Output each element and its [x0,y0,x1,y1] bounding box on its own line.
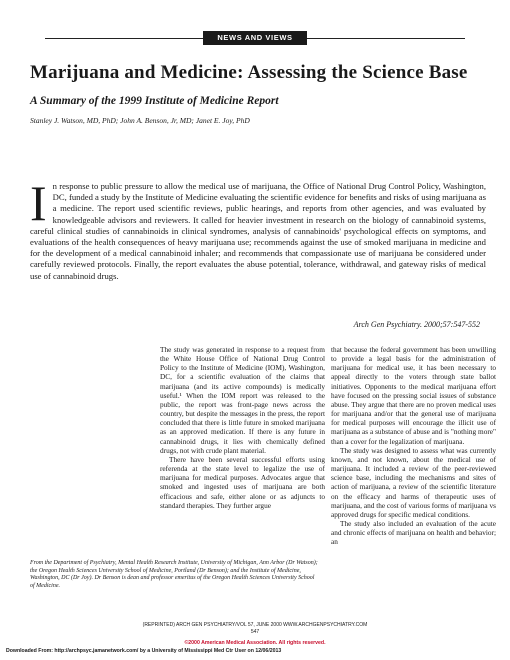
author-line: Stanley J. Watson, MD, PhD; John A. Benson, Jr, MD; Janet E. Joy, PhD [30,116,250,125]
citation: Arch Gen Psychiatry. 2000;57:547-552 [353,320,480,329]
paragraph: that because the federal government has been unwilling to provide a legal basis for the administration of marijuana for medical use, it has been necessary to appeal directly to the voters through state ballot initiatives. Opponents to the medical marijuana effort have focused on the pressing social issues of substance abuse. They argue that there are no proven medical uses for marijuana and/or that the general use of marijuana for medical purposes will encourage the illicit use of marijuana as a substance of abuse and is "nothing more" than a cover for the legalization of marijuana. [331,345,496,446]
journal-line: (REPRINTED) ARCH GEN PSYCHIATRY/VOL 57, JUNE 2000 WWW.ARCHGENPSYCHIATRY.COM [142,622,368,628]
section-label: NEWS AND VIEWS [203,31,307,45]
paragraph: The study also included an evaluation of the acute and chronic effects of marijuana on health and behavior; an [331,518,496,547]
drop-cap: I [30,175,47,231]
copyright-notice: ©2000 American Medical Association. All rights reserved. [184,640,326,646]
body-column-right [331,345,496,546]
paragraph: The study was designed to assess what was currently known, and not known, about the medical use of marijuana. It included a review of the peer-reviewed science base, including the mechanisms and sites of action of marijuana, a review of the scientific literature on the efficacy and harms of therapeutic uses of marijuana, and the cost of various forms of marijuana vs approved drugs for specific medical conditions. [331,445,496,519]
download-notice: Downloaded From: http://archpsyc.jamanetwork.com/ by a University of Mississippi Med Ctr User on 12/06/2013 [6,648,282,654]
abstract-text: n response to public pressure to allow the medical use of marijuana, the Office of National Drug Control Policy, Washington, DC, funded a study by the Institute of Medicine evaluating the scientific evidence for benefits and risks of using marijuana as a medicine. The report used scientific reviews, public hearings, and reports from other agencies, and was evaluated by knowledgeable advisors and reviewers. It called for heavier investment in research on the biology of cannabinoid systems, careful clinical studies of cannabinoids in clinical syndromes, analysis of cannabinoids' psychological effects on symptoms, and evaluations of the health consequences of heavy marijuana use; recommends against the use of smoked marijuana in medicine and for the development of a medical cannabinoid inhaler; and recommends that compassionate use of marijuana be considered under carefully reviewed protocols. Finally, the report evaluates the abuse potential, tolerance, withdrawal, and gateway risks of medical use of cannabinoid drugs. [30,181,486,281]
paragraph: The study was generated in response to a request from the White House Office of National Drug Control Policy to the Institute of Medicine (IOM), Washington, DC, for a scientific evaluation of the claims that marijuana (and its active compounds) is medically useful.¹ When the IOM report was released to the public, the report was front-page news across the country, but despite the messages in the press, the report concluded that there is little future in smoked marijuana as an approved medication. If there is any future in cannabinoid drugs, it lies with chemically defined drugs, not with crude plant material. [160,345,325,455]
article-title: Marijuana and Medicine: Assessing the Science Base [30,62,468,83]
abstract [30,175,486,282]
running-footer [0,622,510,636]
paragraph: There have been several successful efforts using referenda at the state level to legalize the use of marijuana for medical purposes. Advocates argue that smoked and ingested uses of marijuana are both efficacious and safe, either alone or as adjuncts to standard therapies. They further argue [160,454,325,510]
page-number: 547 [250,629,260,635]
article-subtitle: A Summary of the 1999 Institute of Medicine Report [30,95,279,107]
affiliations-footnote: From the Department of Psychiatry, Mental Health Research Institute, University of Michigan, Ann Arbor (Dr Watson); the Oregon Health Sciences University School of Medicine, Portland (Dr Benson); and the Institute of Medicine, Washington, DC (Dr Joy). Dr Benson is dean and professor emeritus of the Oregon Health Sciences University School of Medicine. [30,560,318,589]
body-column-left [160,345,325,510]
